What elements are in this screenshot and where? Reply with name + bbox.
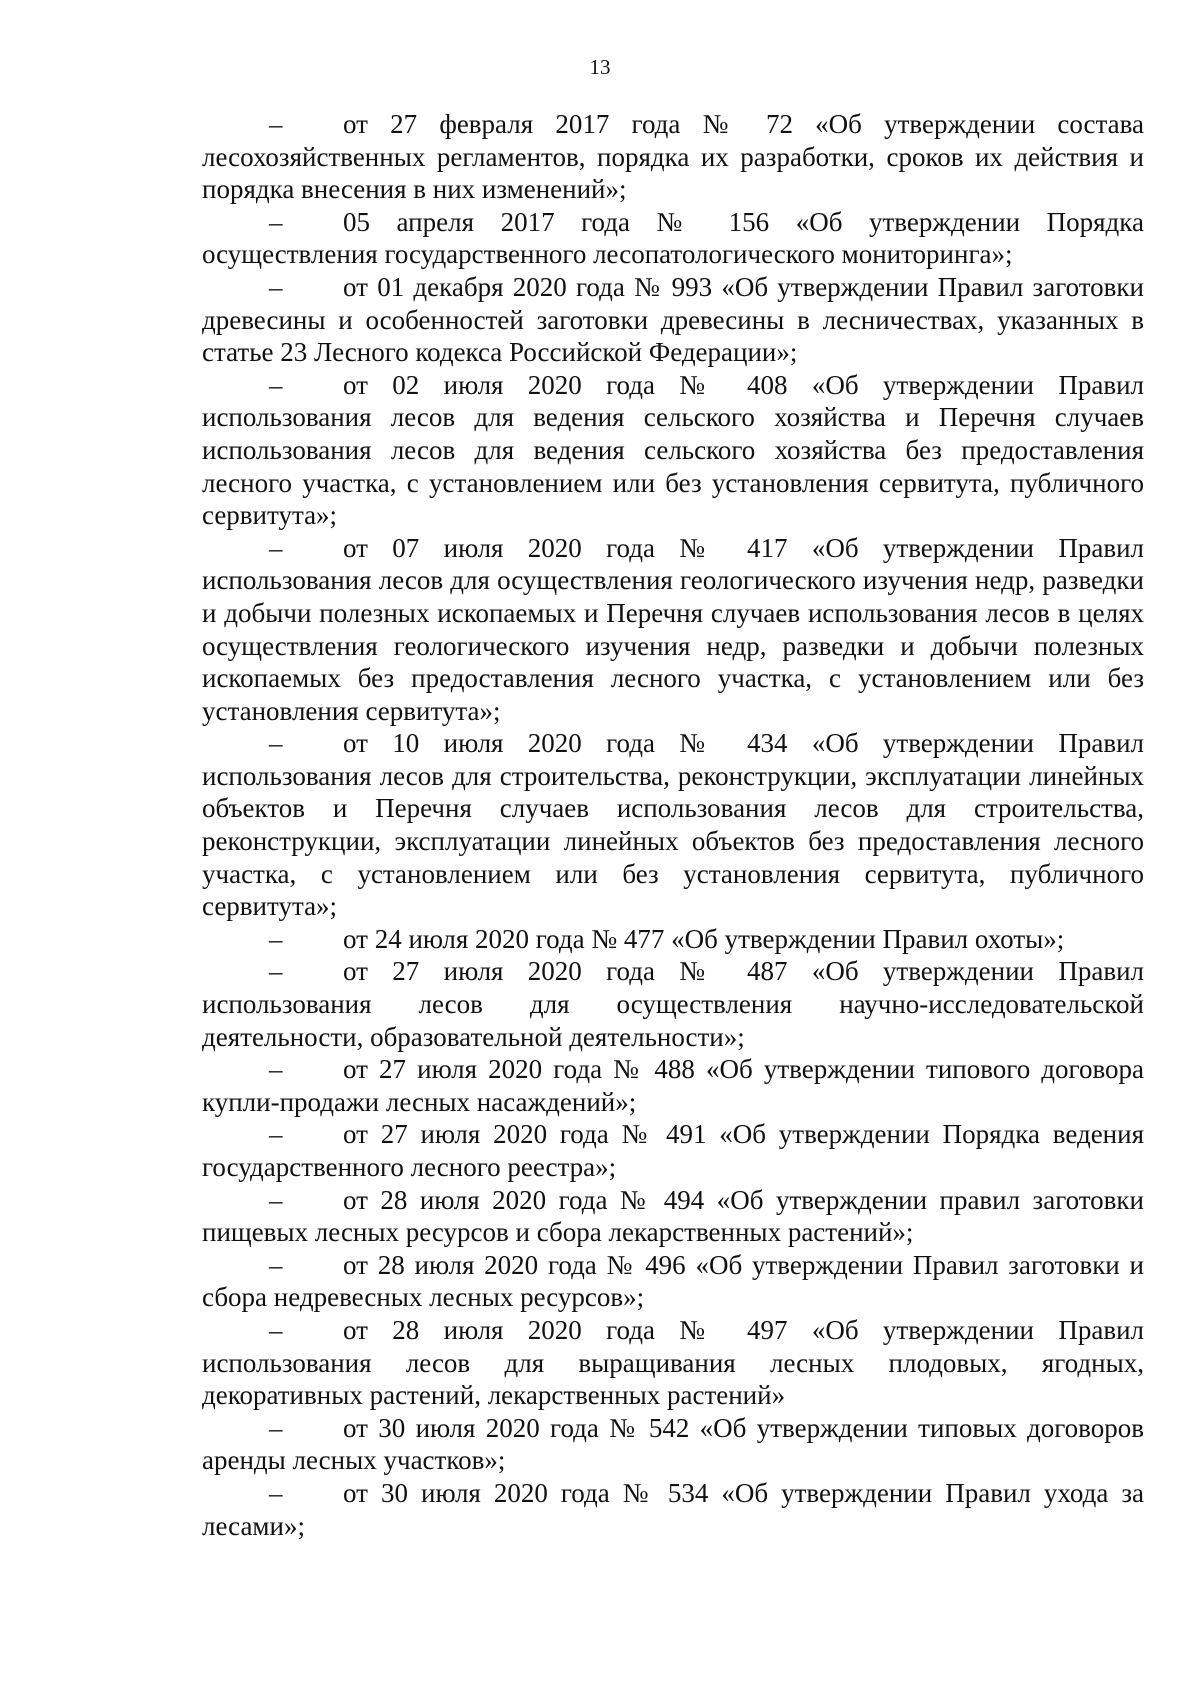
list-item	[202, 727, 1144, 923]
list-item-text: от 27 июля 2020 года № 487 «Об утверждении Правил использования лесов для осуществления научно-исследовательской деятельности, образовательной деятельности»;	[202, 956, 1144, 1052]
list-dash: –	[269, 369, 283, 400]
list-dash: –	[269, 1412, 283, 1443]
list-item-text: от 01 декабря 2020 года № 993 «Об утверждении Правил заготовки древесины и особенностей заготовки древесины в лесничествах, указанных в статье 23 Лесного кодекса Российской Федерации»;	[202, 271, 1144, 368]
list-dash: –	[269, 1119, 283, 1150]
list-item	[202, 1249, 1144, 1314]
list-item	[202, 1314, 1144, 1412]
list-dash: –	[269, 109, 283, 139]
list-item	[202, 206, 1144, 271]
list-item-text: от 24 июля 2020 года № 477 «Об утверждении Правил охоты»;	[343, 923, 1065, 954]
document-list	[202, 108, 1144, 1542]
list-item	[202, 1053, 1144, 1118]
list-item-text: от 28 июля 2020 года № 496 «Об утверждении Правил заготовки и сбора недревесных лесных ресурсов»;	[202, 1249, 1144, 1313]
list-item-text: от 30 июля 2020 года № 542 «Об утверждении типовых договоров аренды лесных участков»;	[202, 1412, 1144, 1476]
list-item	[202, 108, 1144, 206]
list-dash: –	[269, 956, 283, 987]
list-item	[202, 532, 1144, 728]
list-dash: –	[269, 271, 283, 302]
list-item	[202, 923, 1144, 956]
list-item	[202, 1184, 1144, 1249]
list-item-text: от 10 июля 2020 года № 434 «Об утверждении Правил использования лесов для строительства, реконструкции, эксплуатации линейных объектов и Перечня случаев использования лесов для строительства, реконструкции, эксплуатации линейных объектов без предоставления лесного участка, с установлением или без установления сервитута, публичного сервитута»;	[202, 728, 1144, 922]
list-item-text: 05 апреля 2017 года № 156 «Об утверждении Порядка осуществления государственного лесопатологического мониторинга»;	[202, 206, 1144, 270]
list-item	[202, 1118, 1144, 1183]
list-item-text: от 28 июля 2020 года № 494 «Об утверждении правил заготовки пищевых лесных ресурсов и сбора лекарственных растений»;	[202, 1184, 1144, 1248]
list-item	[202, 955, 1144, 1053]
page-number: 13	[589, 55, 611, 79]
list-dash: –	[269, 1184, 283, 1215]
list-item	[202, 1477, 1144, 1542]
list-item-text: от 27 июля 2020 года № 488 «Об утверждении типового договора купли-продажи лесных насаждений»;	[202, 1054, 1144, 1117]
list-dash: –	[269, 1477, 283, 1508]
list-item-text: от 02 июля 2020 года № 408 «Об утверждении Правил использования лесов для ведения сельского хозяйства и Перечня случаев использования лесов для ведения сельского хозяйства без предоставления лесного участка, с установлением или без установления сервитута, публичного сервитута»;	[202, 369, 1144, 531]
list-dash: –	[269, 1249, 283, 1280]
list-dash: –	[269, 532, 283, 563]
list-item-text: от 28 июля 2020 года № 497 «Об утверждении Правил использования лесов для выращивания лесных плодовых, ягодных, декоративных растений, лекарственных растений»	[202, 1314, 1144, 1411]
list-item-text: от 07 июля 2020 года № 417 «Об утверждении Правил использования лесов для осуществления геологического изучения недр, разведки и добычи полезных ископаемых и Перечня случаев использования лесов в целях осуществления геологического изучения недр, разведки и добычи полезных ископаемых без предоставления лесного участка, с установлением или без установления сервитута»;	[202, 532, 1144, 726]
list-item-text: от 30 июля 2020 года № 534 «Об утверждении Правил ухода за лесами»;	[202, 1477, 1144, 1541]
list-item-text: от 27 июля 2020 года № 491 «Об утверждении Порядка ведения государственного лесного реестра»;	[202, 1119, 1144, 1182]
list-item	[202, 271, 1144, 369]
list-dash: –	[269, 923, 283, 954]
list-dash: –	[269, 206, 283, 237]
list-item	[202, 1412, 1144, 1477]
list-item-text: от 27 февраля 2017 года № 72 «Об утверждении состава лесохозяйственных регламентов, порядка их разработки, сроков их действия и порядка внесения в них изменений»;	[202, 109, 1144, 205]
list-dash: –	[269, 1054, 283, 1085]
list-dash: –	[269, 728, 283, 759]
list-item	[202, 369, 1144, 532]
list-dash: –	[269, 1314, 283, 1345]
